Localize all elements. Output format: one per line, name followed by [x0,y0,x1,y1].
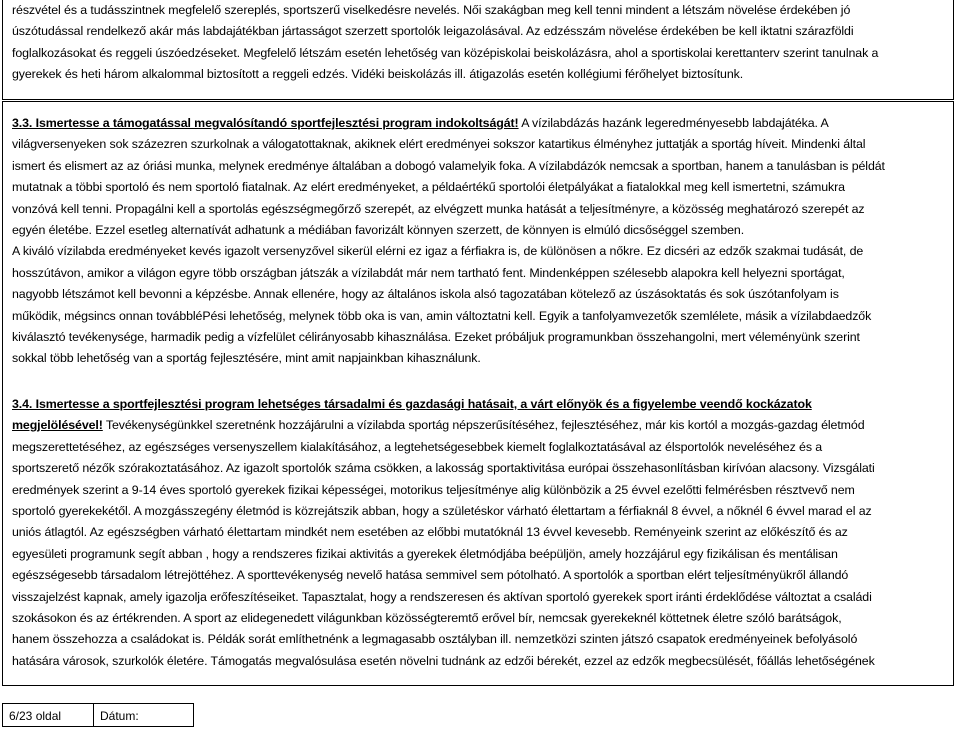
text-line: ismert és elismert az az óriási munka, melynek eredménye általában a dobogó valamelyik foka. A vízilabdázók nemcsak a sportban, hanem a tanulásban is példát [12,158,885,173]
text-line: megszerettetéséhez, az egészséges versenyszellem kialakításához, a legtehetségesebbek kiemelt foglalkoztatásával az élsportolók neveléséhez és a [12,439,823,454]
text-line: mutatnak a többi sportoló és nem sportoló fiatalnak. Az elért eredményeket, a példaértékű sportolói életpályákat a fiatalokkal meg kell ismertetni, számukra [12,180,845,195]
text-box-sections [2,101,954,686]
spacer [3,370,953,382]
section-34-second-line [3,415,953,436]
text-line: gyerekek és heti három alkalommal biztosított a reggeli edzés. Vidéki beiskolázás ill. átigazolás esetén kollégiumi férőhelyet biztosítunk. [12,67,744,82]
page-number: 6/23 oldal [2,703,94,727]
text-line: visszajelzést kapnak, amely igazolja erőfeszítéseiket. Tapasztalat, hogy a rendszeresen és aktívan sportoló gyerekek sport iránti érdeklődése változtat a családi [12,589,872,604]
spacer [3,102,953,113]
text-line: egyesületi programunk segít abban , hogy a rendszeres fizikai aktivitás a gyerekek életmódjába beépüljön, amely hozzájárul egy fizikálisan és mentálisan [12,546,838,561]
text-line: hosszútávon, amikor a világon egyre több országban játszák a vízilabdát már nem tartható fent. Mindenképpen szélesebb alapokra kell helyezni sportágat, [12,265,845,280]
text-line: működik, mégsincs onnan továbbléPési lehetőség, melynek több oka is van, amin változtatni kell. Egyik a tanfolyamvezetők szemlélete, másik a vízilabdaedzők [12,308,872,323]
section-33-text: A vízilabdázás hazánk legeredményesebb labdajátéka. A [518,116,829,130]
text-line: kiválasztó tevékenysége, harmadik pedig a vízfelület célirányosabb kihasználása. Ezeket próbáljuk programunkban összehangolni, mert véleményünk szerint [12,330,860,345]
text-line: egészségesebb társadalom létrejöttéhez. A sporttevékenység nevelő hatása semmivel sem pótolható. A sportolók a sportban elért teljesítményükről állandó [12,568,849,583]
text-line: eredmények szerint a 9-14 éves sportoló gyerekek fizikai képességei, motorikus teljesítménye alig különbözik a 25 évvel ezelőtti felmérésben résztvevő nem [12,482,855,497]
date-field: Dátum: [94,703,194,727]
text-line: foglalkozásokat és reggeli úszóedzéseket. Megfelelő létszám esetén lehetőség van középiskolai beiskolázásra, ahol a sportiskolai kerettanterv szerint tanulnak a [12,45,879,60]
section-34-heading-line1: 3.4. Ismertesse a sportfejlesztési program lehetséges társadalmi és gazdasági hatásait, a várt előnyök és a figyelembe veendő kockázatok [12,396,812,411]
text-line: hatására városok, szurkolók életére. Támogatás megvalósulása esetén növelni tudnánk az edzői bérekét, ezzel az edzők megbecsülését, főállás lehetőségének [12,653,875,668]
text-line: sportoló gyerekekétől. A mozgásszegény életmód is közrejátszik abban, hogy a születéskor várható élettartam a férfiaknál 8 évvel, a nőknél 6 évvel marad el az [12,503,872,518]
text-line: hanem összehozza a családokat is. Példák sorát említhetnénk a legmagasabb osztályban ill. nemzetközi szinten játszó csapatok eredményeinek befolyásoló [12,632,858,647]
text-line: úszótudással rendelkező akár más labdajátékban jártasságot szerzett sportolók leigazolásával. Az edzésszám növelése érdekében be kell iktatni szárazföldi [12,24,854,39]
section-33-first-line [3,113,953,134]
text-box-top [2,0,954,100]
page-footer [2,703,194,727]
text-line: szokásokon és az értékrenden. A sport az elidegenedett világunkban közösségteremtő erővel bír, nemcsak gyerekeknél köttetnek életre szóló barátságok, [12,610,842,625]
text-line: világversenyeken sok százezren szurkolnak a válogatottaknak, akiknek elért eredményei sokszor katartikus élményhez juttatják a sportág híveit. Mindenki által [12,137,866,152]
text-line: sokkal több lehetőség van a sportág fejlesztésére, mint amit napjainkban kihasználunk. [12,351,481,366]
text-line: nagyobb létszámot kell bevonni a képzésbe. Annak ellenére, hogy az általános iskola alsó tagozatában kötelező az úszásoktatás és sok úszótanfolyam is [12,287,839,302]
text-line: A kiváló vízilabda eredményeket kevés igazolt versenyzővel sikerül elérni ez igaz a férfiakra is, de különösen a nőkre. Ez dicséri az edzők szakmai tudását, de [12,244,864,259]
text-line: vonzóvá kell tenni. Propagálni kell a sportolás egészségmegőrző szerepét, az elvégzett munka hatását a teljesítményre, a közösség meghatározó szerepét az [12,201,865,216]
text-line: részvétel és a tudásszintnek megfelelő szereplés, sportszerű viselkedésre nevelés. Női szakágban meg kell tenni mindent a létszám növelése érdekében jó [12,3,851,17]
section-33-heading: 3.3. Ismertesse a támogatással megvalósítandó sportfejlesztési program indokoltságát! [12,116,519,130]
section-34-heading-line2: megjelölésével! [12,418,103,433]
text-line: sportszerető nézők szórakoztatásához. Az igazolt sportolók száma csökken, a lakosság sportaktivitása európai összehasonlításban kirívóan alacsony. Vizsgálati [12,461,875,476]
spacer [3,382,953,394]
section-34-text: Tevékenységünkkel szeretnénk hozzájárulni a vízilabda sportág népszerűsítéséhez, fejlesztéséhez, már kis kortól a mozgás-gazdag életmód [102,418,865,433]
text-line: uniós átlagtól. Az egészségben várható élettartam mindkét nem esetében az előbbi mutatóknál 13 évvel kevesebb. Reményeink szerint az előkészítő és az [12,525,848,540]
text-line: egyén életébe. Ezzel esetleg alternatívát adhatunk a médiában favorizált könnyen szerzett, de könnyen is elmúló dicsőséggel szemben. [12,223,745,238]
